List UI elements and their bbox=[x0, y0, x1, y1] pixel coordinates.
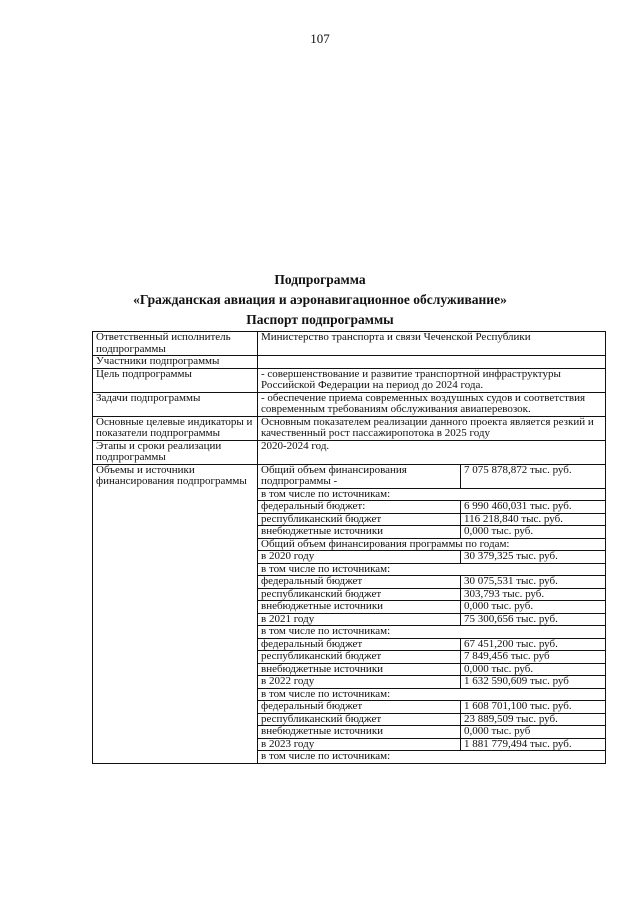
table-row bbox=[93, 392, 606, 416]
funding-row bbox=[258, 701, 605, 714]
funding-by-sources: в том числе по источникам: bbox=[258, 563, 605, 576]
funding-row bbox=[258, 713, 605, 726]
year-2021-federal-label: федеральный бюджет bbox=[258, 638, 461, 651]
funding-republic-total: 116 218,840 тыс. руб. bbox=[461, 513, 606, 526]
funding-row bbox=[258, 626, 605, 639]
year-2021-republic-label: республиканский бюджет bbox=[258, 651, 461, 664]
funding-by-sources: в том числе по источникам: bbox=[258, 488, 605, 501]
year-2022-label: в 2022 году bbox=[258, 676, 461, 689]
funding-cell bbox=[258, 464, 606, 763]
indicators-label: Основные целевые индикаторы и показатели подпрограммы bbox=[93, 416, 258, 440]
year-2020-label: в 2020 году bbox=[258, 551, 461, 564]
funding-republic-label: республиканский бюджет bbox=[258, 513, 461, 526]
tasks-label: Задачи подпрограммы bbox=[93, 392, 258, 416]
funding-row bbox=[258, 501, 605, 514]
participants-label: Участники подпрограммы bbox=[93, 356, 258, 369]
funding-federal-total: 6 990 460,031 тыс. руб. bbox=[461, 501, 606, 514]
year-2020-total: 30 379,325 тыс. руб. bbox=[461, 551, 606, 564]
year-2023-label: в 2023 году bbox=[258, 738, 461, 751]
responsible-label: Ответственный исполнитель подпрограммы bbox=[93, 332, 258, 356]
funding-row bbox=[258, 513, 605, 526]
funding-row bbox=[258, 488, 605, 501]
table-row bbox=[93, 356, 606, 369]
indicators-value: Основным показателем реализации данного проекта является резкий и качественный рост пассажиропотока в 2025 году bbox=[258, 416, 606, 440]
funding-row bbox=[258, 663, 605, 676]
year-2020-federal: 30 075,531 тыс. руб. bbox=[461, 576, 606, 589]
table-row bbox=[93, 440, 606, 464]
funding-extra-label: внебюджетные источники bbox=[258, 526, 461, 539]
year-2021-label: в 2021 году bbox=[258, 613, 461, 626]
funding-row bbox=[258, 688, 605, 701]
funding-federal-label: федеральный бюджет: bbox=[258, 501, 461, 514]
funding-extra-total: 0,000 тыс. руб. bbox=[461, 526, 606, 539]
participants-value bbox=[258, 356, 606, 369]
funding-row bbox=[258, 676, 605, 689]
stages-label: Этапы и сроки реализации подпрограммы bbox=[93, 440, 258, 464]
goal-value: - совершенствование и развитие транспортной инфраструктуры Российской Федерации на период до 2024 года. bbox=[258, 368, 606, 392]
funding-row bbox=[258, 526, 605, 539]
funding-table bbox=[258, 465, 605, 763]
funding-total-label: Общий объем финансирования подпрограммы - bbox=[258, 465, 461, 489]
table-row bbox=[93, 368, 606, 392]
passport-table bbox=[92, 331, 606, 764]
year-2022-total: 1 632 590,609 тыс. руб bbox=[461, 676, 606, 689]
year-2021-republic: 7 849,456 тыс. руб bbox=[461, 651, 606, 664]
year-2020-extra: 0,000 тыс. руб. bbox=[461, 601, 606, 614]
funding-row bbox=[258, 638, 605, 651]
table-row bbox=[93, 464, 606, 763]
funding-row bbox=[258, 601, 605, 614]
funding-row bbox=[258, 651, 605, 664]
funding-by-years: Общий объем финансирования программы по годам: bbox=[258, 538, 605, 551]
funding-row bbox=[258, 726, 605, 739]
funding-row bbox=[258, 613, 605, 626]
year-2022-federal-label: федеральный бюджет bbox=[258, 701, 461, 714]
goal-label: Цель подпрограммы bbox=[93, 368, 258, 392]
funding-row bbox=[258, 563, 605, 576]
funding-row bbox=[258, 576, 605, 589]
year-2022-federal: 1 608 701,100 тыс. руб. bbox=[461, 701, 606, 714]
funding-row bbox=[258, 538, 605, 551]
table-row bbox=[93, 416, 606, 440]
year-2021-federal: 67 451,200 тыс. руб. bbox=[461, 638, 606, 651]
subprogram-title: «Гражданская авиация и аэронавигационное обслуживание» bbox=[133, 292, 507, 307]
year-2020-republic-label: республиканский бюджет bbox=[258, 588, 461, 601]
funding-label: Объемы и источники финансирования подпрограммы bbox=[93, 464, 258, 763]
funding-by-sources: в том числе по источникам: bbox=[258, 751, 605, 763]
year-2022-extra: 0,000 тыс. руб bbox=[461, 726, 606, 739]
year-2022-republic-label: республиканский бюджет bbox=[258, 713, 461, 726]
funding-row bbox=[258, 738, 605, 751]
page-number: 107 bbox=[310, 31, 330, 46]
year-2021-total: 75 300,656 тыс. руб. bbox=[461, 613, 606, 626]
year-2023-total: 1 881 779,494 тыс. руб. bbox=[461, 738, 606, 751]
tasks-value: - обеспечение приема современных воздушных судов и соответствия современным требованиям обслуживания авиаперевозок. bbox=[258, 392, 606, 416]
year-2021-extra: 0,000 тыс. руб. bbox=[461, 663, 606, 676]
funding-total-value: 7 075 878,872 тыс. руб. bbox=[461, 465, 606, 489]
year-2020-republic: 303,793 тыс. руб. bbox=[461, 588, 606, 601]
funding-by-sources: в том числе по источникам: bbox=[258, 626, 605, 639]
passport-heading: Паспорт подпрограммы bbox=[246, 312, 394, 327]
year-2020-federal-label: федеральный бюджет bbox=[258, 576, 461, 589]
year-2022-republic: 23 889,509 тыс. руб. bbox=[461, 713, 606, 726]
funding-row bbox=[258, 465, 605, 489]
year-2022-extra-label: внебюджетные источники bbox=[258, 726, 461, 739]
table-row bbox=[93, 332, 606, 356]
funding-row bbox=[258, 551, 605, 564]
stages-value: 2020-2024 год. bbox=[258, 440, 606, 464]
subprogram-heading: Подпрограмма bbox=[274, 272, 366, 287]
responsible-value: Министерство транспорта и связи Чеченской Республики bbox=[258, 332, 606, 356]
year-2020-extra-label: внебюджетные источники bbox=[258, 601, 461, 614]
funding-row bbox=[258, 588, 605, 601]
year-2021-extra-label: внебюджетные источники bbox=[258, 663, 461, 676]
funding-by-sources: в том числе по источникам: bbox=[258, 688, 605, 701]
funding-row bbox=[258, 751, 605, 763]
